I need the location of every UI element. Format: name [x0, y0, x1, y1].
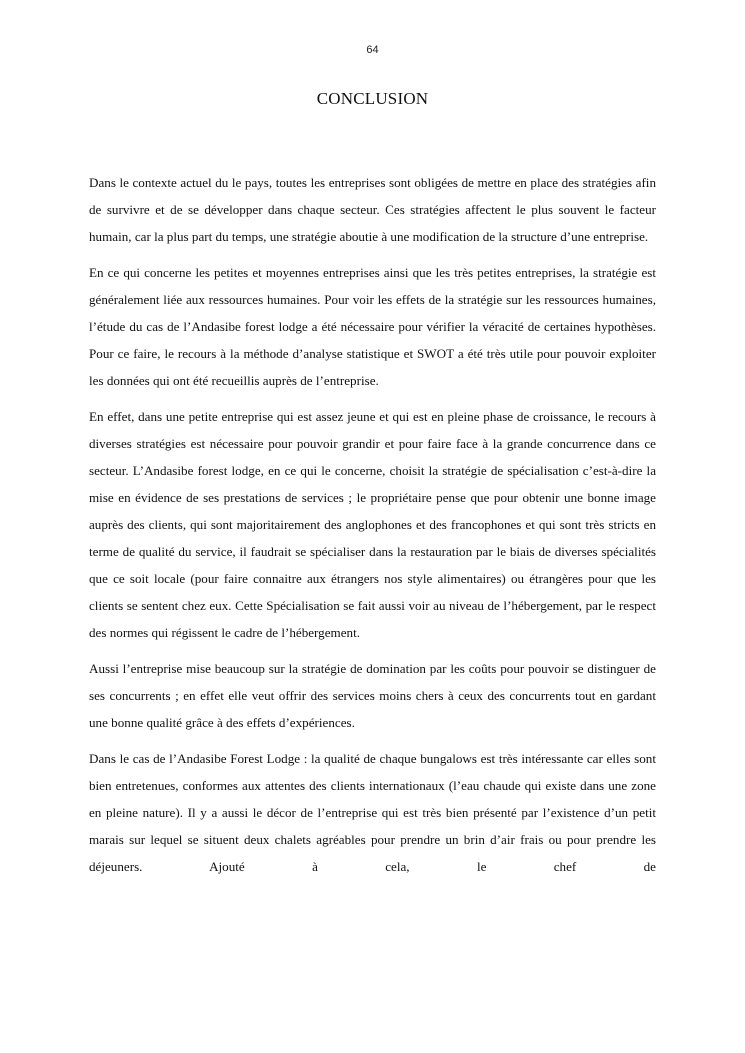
- paragraph-pme: En ce qui concerne les petites et moyennes entreprises ainsi que les très petites entreprises, la stratégie est généralement liée aux ressources humaines. Pour voir les effets de la stratégie sur les ressources humaines, l’étude du cas de l’Andasibe forest lodge a été nécessaire pour vérifier la véracité de certaines hypothèses. Pour ce faire, le recours à la méthode d’analyse statistique et SWOT a été très utile pour pouvoir exploiter les données qui ont été recueillis auprès de l’entreprise.: [89, 265, 656, 388]
- body-text: [89, 169, 656, 889]
- page-title: CONCLUSION: [316, 89, 429, 108]
- page-number: 64: [366, 44, 379, 56]
- paragraph-context: Dans le contexte actuel du le pays, toutes les entreprises sont obligées de mettre en place des stratégies afin de survivre et de se développer dans chaque secteur. Ces stratégies affectent le plus souvent le facteur humain, car la plus part du temps, une stratégie aboutie à une modification de la structure d’une entreprise.: [89, 175, 656, 244]
- paragraph-specialisation: En effet, dans une petite entreprise qui est assez jeune et qui est en pleine phase de croissance, le recours à diverses stratégies est nécessaire pour pouvoir grandir et pour faire face à la grande concurrence dans ce secteur. L’Andasibe forest lodge, en ce qui le concerne, choisit la stratégie de spécialisation c’est-à-dire la mise en évidence de ses prestations de services ; le propriétaire pense que pour obtenir une bonne image auprès des clients, qui sont majoritairement des anglophones et des francophones et qui sont très stricts en terme de qualité du service, il faudrait se spécialiser dans la restauration par le biais de diverses spécialités que ce soit locale (pour faire connaitre aux étrangers nos style alimentaires) ou étrangères pour que les clients se sentent chez eux. Cette Spécialisation se fait aussi voir au niveau de l’hébergement, par le respect des normes qui régissent le cadre de l’hébergement.: [89, 409, 656, 640]
- paragraph-domination-couts: Aussi l’entreprise mise beaucoup sur la stratégie de domination par les coûts pour pouvoir se distinguer de ses concurrents ; en effet elle veut offrir des services moins chers à ceux des concurrents tout en gardant une bonne qualité grâce à des effets d’expériences.: [89, 661, 656, 730]
- paragraph-forest-lodge: Dans le cas de l’Andasibe Forest Lodge : la qualité de chaque bungalows est très intéressante car elles sont bien entretenues, conformes aux attentes des clients internationaux (l’eau chaude qui existe dans une zone en pleine nature). Il y a aussi le décor de l’entreprise qui est très bien présenté par l’existence d’un petit marais sur lequel se situent deux chalets agréables pour prendre un brin d’air frais ou pour prendre les déjeuners. Ajouté à cela, le chef de: [89, 751, 656, 874]
